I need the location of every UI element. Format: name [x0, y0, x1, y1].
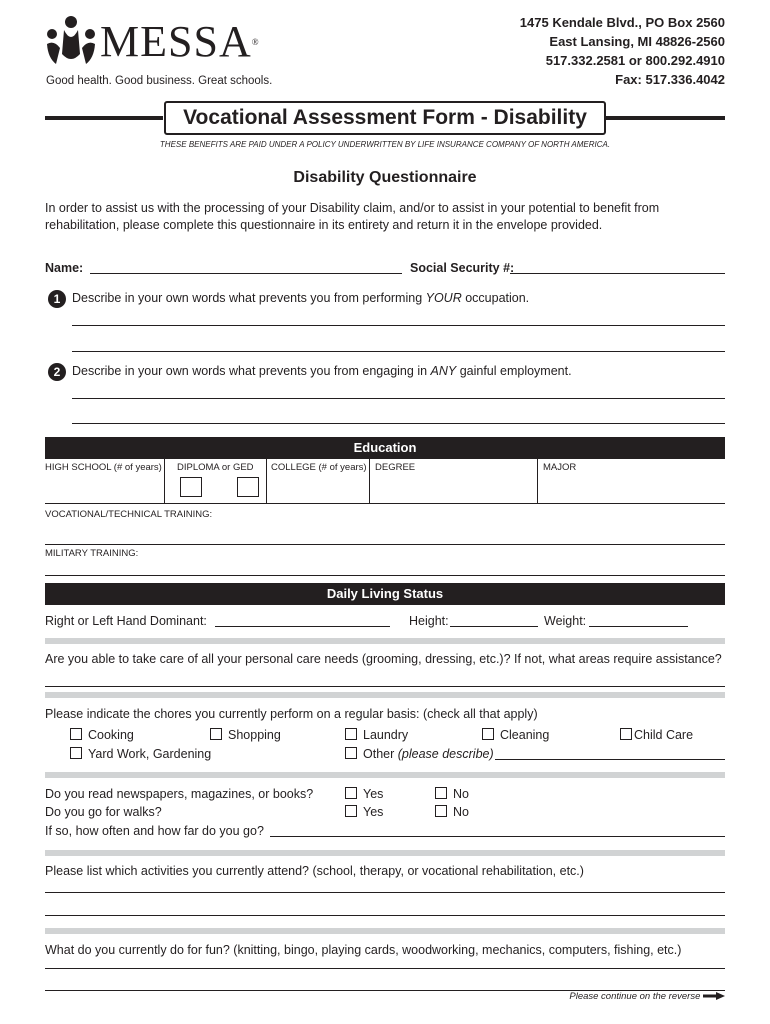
- height-label: Height:: [409, 614, 449, 628]
- section-divider: [45, 772, 725, 778]
- section-divider: [45, 928, 725, 934]
- brand-name: MESSA®: [100, 17, 260, 66]
- intro-line-2: rehabilitation, please complete this questionnaire in its entirety and return it in the envelope provided.: [45, 218, 603, 232]
- walk-no[interactable]: No: [435, 805, 469, 819]
- height-field[interactable]: [450, 626, 538, 627]
- question-1-number: 1: [48, 290, 66, 308]
- question-1-text: Describe in your own words what prevents you from performing YOUR occupation.: [72, 291, 530, 305]
- other-describe-field[interactable]: [495, 759, 725, 760]
- form-title: Vocational Assessment Form - Disability: [183, 106, 587, 129]
- chore-child-care[interactable]: Child Care: [620, 728, 693, 742]
- continue-note: Please continue on the reverse: [569, 991, 725, 1002]
- disclaimer: THESE BENEFITS ARE PAID UNDER A POLICY UNDERWRITTEN BY LIFE INSURANCE COMPANY OF NORTH AMERICA.: [159, 140, 611, 149]
- phone-numbers: 517.332.2581 or 800.292.4910: [545, 53, 725, 68]
- how-often-question: If so, how often and how far do you go?: [45, 824, 264, 838]
- other-checkbox[interactable]: [345, 747, 357, 759]
- laundry-checkbox[interactable]: [345, 728, 357, 740]
- education-col-college: COLLEGE (# of years): [271, 462, 367, 473]
- read-yes[interactable]: Yes: [345, 787, 383, 801]
- fax-number: Fax: 517.336.4042: [615, 72, 725, 87]
- question-1-answer-line-2[interactable]: [72, 351, 725, 352]
- registered-mark: ®: [251, 37, 260, 47]
- education-header: Education: [45, 437, 725, 459]
- title-rule-right: [606, 116, 725, 120]
- walk-yes-checkbox[interactable]: [345, 805, 357, 817]
- tagline: Good health. Good business. Great schools.: [46, 75, 273, 87]
- military-field[interactable]: [45, 575, 725, 576]
- question-2-number: 2: [48, 363, 66, 381]
- activities-answer-line-1[interactable]: [45, 892, 725, 893]
- diploma-checkbox[interactable]: [180, 477, 202, 497]
- section-divider: [45, 692, 725, 698]
- education-col-degree: DEGREE: [375, 462, 416, 473]
- walk-no-checkbox[interactable]: [435, 805, 447, 817]
- read-no[interactable]: No: [435, 787, 469, 801]
- ssn-label: Social Security #:: [410, 261, 515, 275]
- fun-answer-line-1[interactable]: [45, 968, 725, 969]
- arrow-right-icon: [703, 992, 725, 1000]
- question-2-answer-line-1[interactable]: [72, 398, 725, 399]
- chore-other[interactable]: Other (please describe): [345, 747, 494, 761]
- fun-question: What do you currently do for fun? (knitting, bingo, playing cards, woodworking, mechanics, computers, fishing, etc.): [45, 943, 682, 957]
- questionnaire-title: Disability Questionnaire: [293, 169, 477, 186]
- chore-cleaning[interactable]: Cleaning: [482, 728, 549, 742]
- hand-dominant-field[interactable]: [215, 626, 390, 627]
- yard-work-checkbox[interactable]: [70, 747, 82, 759]
- activities-question: Please list which activities you currently attend? (school, therapy, or vocational rehabilitation, etc.): [45, 864, 584, 878]
- ged-checkbox[interactable]: [237, 477, 259, 497]
- ssn-field[interactable]: [510, 273, 725, 274]
- intro-line-1: In order to assist us with the processing of your Disability claim, and/or to assist in your potential to benefit from: [45, 201, 660, 215]
- chore-laundry[interactable]: Laundry: [345, 728, 408, 742]
- name-label: Name:: [45, 261, 84, 275]
- col-separator: [164, 459, 165, 504]
- read-question: Do you read newspapers, magazines, or books?: [45, 787, 314, 801]
- cleaning-checkbox[interactable]: [482, 728, 494, 740]
- weight-label: Weight:: [544, 614, 587, 628]
- chore-yard-work[interactable]: Yard Work, Gardening: [70, 747, 211, 761]
- vocational-label: VOCATIONAL/TECHNICAL TRAINING:: [45, 509, 213, 520]
- read-yes-checkbox[interactable]: [345, 787, 357, 799]
- col-separator: [266, 459, 267, 504]
- question-2-text: Describe in your own words what prevents you from engaging in ANY gainful employment.: [72, 364, 572, 378]
- hand-dominant-label: Right or Left Hand Dominant:: [45, 614, 207, 628]
- question-2-answer-line-2[interactable]: [72, 423, 725, 424]
- weight-field[interactable]: [589, 626, 688, 627]
- walk-question: Do you go for walks?: [45, 805, 162, 819]
- child-care-checkbox[interactable]: [620, 728, 632, 740]
- form-title-box: [164, 101, 606, 135]
- shopping-checkbox[interactable]: [210, 728, 222, 740]
- chore-shopping[interactable]: Shopping: [210, 728, 281, 742]
- personal-care-answer-line[interactable]: [45, 686, 725, 687]
- daily-living-header: Daily Living Status: [45, 583, 725, 605]
- chores-question: Please indicate the chores you currently perform on a regular basis: (check all that apply): [45, 707, 538, 721]
- vocational-field[interactable]: [45, 544, 725, 545]
- education-table: [45, 459, 725, 504]
- section-divider: [45, 638, 725, 644]
- personal-care-question: Are you able to take care of all your personal care needs (grooming, dressing, etc.)? If not, what areas require assistance?: [45, 652, 722, 666]
- education-col-high-school: HIGH SCHOOL (# of years): [45, 462, 162, 473]
- col-separator: [369, 459, 370, 504]
- col-separator: [537, 459, 538, 504]
- walk-yes[interactable]: Yes: [345, 805, 383, 819]
- activities-answer-line-2[interactable]: [45, 915, 725, 916]
- education-col-major: MAJOR: [543, 462, 577, 473]
- section-divider: [45, 850, 725, 856]
- read-no-checkbox[interactable]: [435, 787, 447, 799]
- logo: [44, 14, 260, 74]
- chore-cooking[interactable]: Cooking: [70, 728, 134, 742]
- name-field[interactable]: [90, 273, 402, 274]
- education-col-diploma: DIPLOMA or GED: [177, 462, 254, 473]
- question-1-answer-line-1[interactable]: [72, 325, 725, 326]
- title-rule-left: [45, 116, 163, 120]
- how-often-field[interactable]: [270, 836, 725, 837]
- messa-logo-icon: [44, 14, 98, 70]
- address-line1: 1475 Kendale Blvd., PO Box 2560: [519, 15, 725, 30]
- military-label: MILITARY TRAINING:: [45, 548, 139, 559]
- cooking-checkbox[interactable]: [70, 728, 82, 740]
- address-line2: East Lansing, MI 48826-2560: [549, 34, 725, 49]
